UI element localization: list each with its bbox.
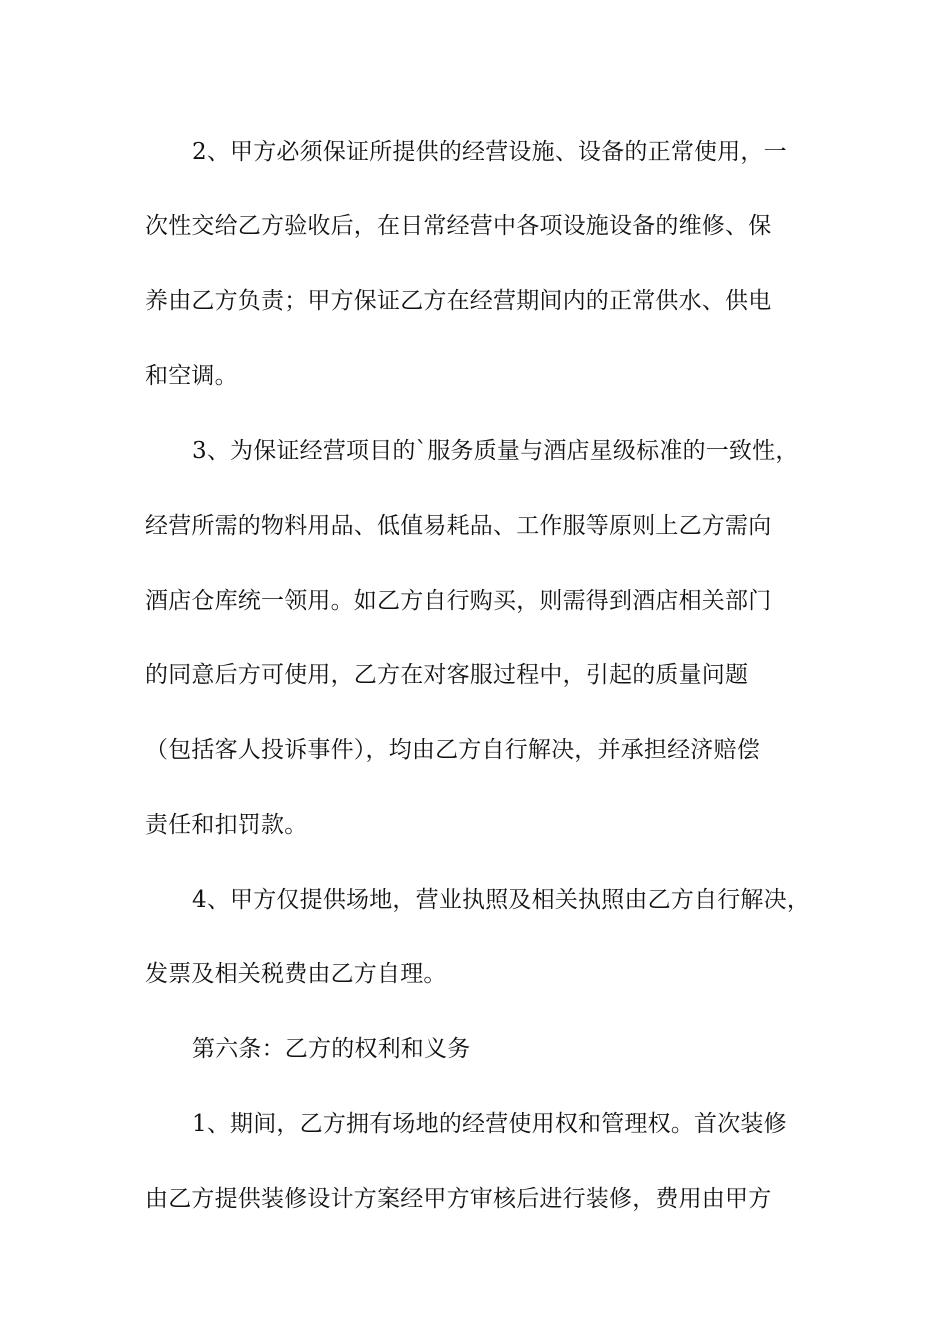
paragraph-3-line-1: 3、为保证经营项目的`服务质量与酒店星级标准的一致性， xyxy=(192,438,799,464)
paragraph-3-line-2: 经营所需的物料用品、低值易耗品、工作服等原则上乙方需向 xyxy=(145,513,772,539)
article-6-paragraph-1-line-1: 1、期间，乙方拥有场地的经营使用权和管理权。首次装修 xyxy=(192,1111,787,1137)
paragraph-4-line-2: 发票及相关税费由乙方自理。 xyxy=(145,961,447,987)
paragraph-4-line-1: 4、甲方仅提供场地，营业执照及相关执照由乙方自行解决， xyxy=(192,887,811,913)
paragraph-2-line-3: 养由乙方负责；甲方保证乙方在经营期间内的正常供水、供电 xyxy=(145,288,772,314)
paragraph-3-line-4: 的同意后方可使用，乙方在对客服过程中，引起的质量问题 xyxy=(145,662,749,688)
paragraph-3-line-3: 酒店仓库统一领用。如乙方自行购买，则需得到酒店相关部门 xyxy=(145,588,772,614)
paragraph-2-line-1: 2、甲方必须保证所提供的经营设施、设备的正常使用，一 xyxy=(192,139,787,165)
paragraph-3-line-6: 责任和扣罚款。 xyxy=(145,812,308,838)
paragraph-2-line-4: 和空调。 xyxy=(145,363,238,389)
article-6-paragraph-1-line-2: 由乙方提供装修设计方案经甲方审核后进行装修，费用由甲方 xyxy=(145,1186,772,1212)
section-heading-article-6: 第六条：乙方的权利和义务 xyxy=(192,1036,471,1062)
paragraph-2-line-2: 次性交给乙方验收后，在日常经营中各项设施设备的维修、保 xyxy=(145,213,772,239)
paragraph-3-line-5: （包括客人投诉事件），均由乙方自行解决，并承担经济赔偿 xyxy=(145,737,760,763)
